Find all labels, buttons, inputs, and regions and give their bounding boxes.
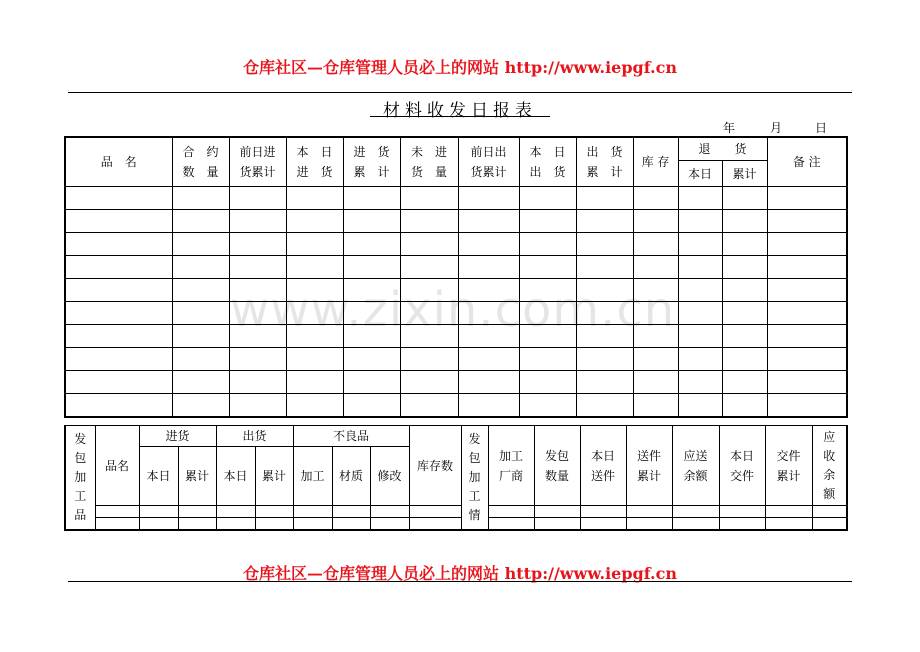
lower-header-rework: 修改 [370,447,409,506]
outsource-status-label: 发 包 加 工 情 [461,426,488,531]
table-row [65,256,847,279]
outsourced-processing-table [64,425,848,531]
date-month-label: 月 [770,121,783,135]
footer-banner: 仓库社区—仓库管理人员必上的网站 http://www.iepgf.cn [243,564,677,583]
lower-header-today-sent: 本日 送件 [580,426,626,506]
table-row [65,325,847,348]
header-out-total: 出 货 累 计 [576,137,633,187]
outsource-product-label: 发 包 加 工 品 [65,426,95,531]
table-row [65,233,847,256]
header-in-total: 进 货 累 计 [343,137,400,187]
header-today-in: 本 日 进 货 [286,137,343,187]
lower-header-outgoing: 出货 [216,426,293,447]
footer-rule [68,581,852,582]
lower-header-delivered-total: 交件 累计 [765,426,812,506]
table-row [65,210,847,233]
watermark: www.zixin.com.cn [230,282,676,338]
header-stock: 库 存 [633,137,678,187]
header-returns-today: 本日 [678,161,722,187]
table-row [65,371,847,394]
document-title: 材料收发日报表 [383,101,537,121]
material-report-table [64,136,848,418]
date-year-label: 年 [723,121,736,135]
header-banner: 仓库社区—仓库管理人员必上的网站 http://www.iepgf.cn [243,58,677,77]
header-prev-in-total: 前日进 货累计 [229,137,286,187]
lower-header-outgoing-total: 累计 [255,447,293,506]
date-day-label: 日 [815,121,828,135]
lower-header-today-delivered: 本日 交件 [719,426,765,506]
table-row [65,518,847,531]
header-not-in: 未 进 货 量 [400,137,458,187]
lower-header-processor: 加工 厂商 [488,426,534,506]
lower-header-incoming: 进货 [139,426,216,447]
lower-header-outsource-qty: 发包 数量 [534,426,580,506]
lower-header-material: 材质 [332,447,370,506]
header-remarks: 备 注 [767,137,847,187]
header-prev-out-total: 前日出 货累计 [458,137,519,187]
table-row [65,394,847,418]
lower-header-outgoing-today: 本日 [216,447,255,506]
lower-header-item-name: 品名 [95,426,139,506]
lower-header-incoming-today: 本日 [139,447,178,506]
lower-header-defective: 不良品 [293,426,409,447]
table-row [65,187,847,210]
lower-header-sent-total: 送件 累计 [626,426,672,506]
table-row [65,302,847,325]
table-row [65,348,847,371]
lower-header-stock-qty: 库存数 [409,426,461,506]
header-returns-total: 累计 [722,161,767,187]
lower-header-due-balance: 应送 余额 [672,426,719,506]
header-today-out: 本 日 出 货 [519,137,576,187]
table-row [65,506,847,518]
lower-header-processing: 加工 [293,447,332,506]
lower-header-receivable-balance: 应 收 余 额 [812,426,847,506]
header-returns: 退 货 [678,137,767,161]
title-underline [370,116,550,117]
header-item-name: 品 名 [65,137,172,187]
lower-header-incoming-total: 累计 [178,447,216,506]
table-row [65,279,847,302]
header-contract-qty: 合 约 数 量 [172,137,229,187]
header-rule [68,92,852,93]
